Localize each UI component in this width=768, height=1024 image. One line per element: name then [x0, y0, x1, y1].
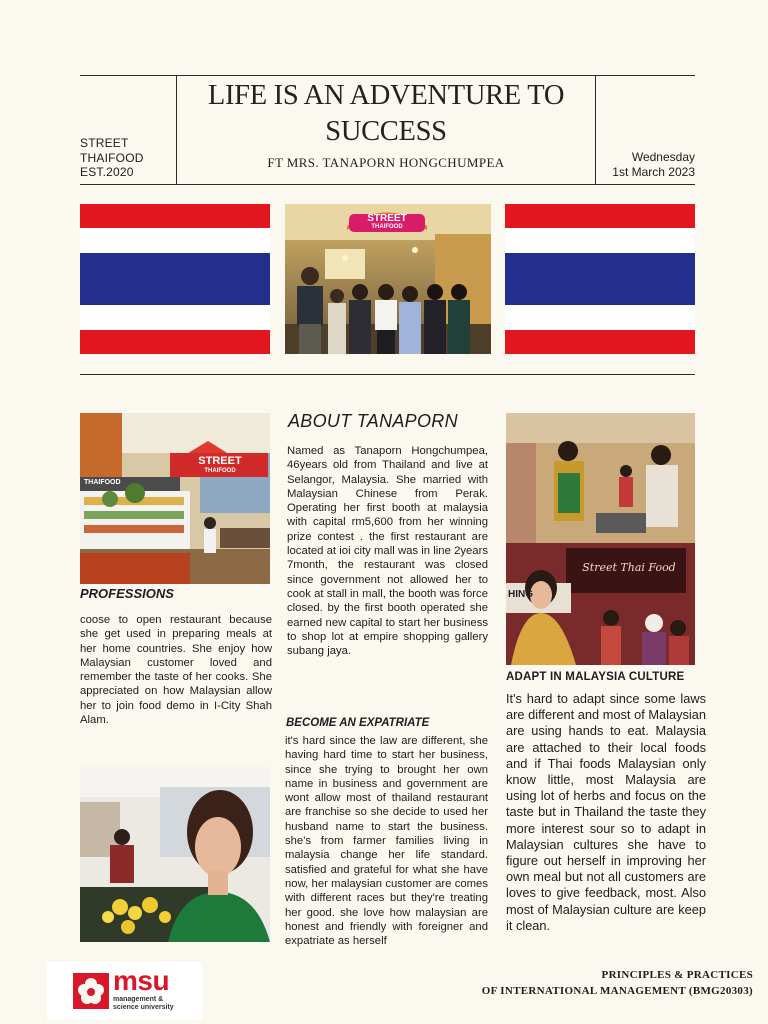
logo-wordmark: msu	[113, 965, 170, 996]
group-photo	[285, 204, 491, 354]
shop-sign-main: STREET	[198, 455, 242, 467]
logo-subline-1: management &	[113, 996, 164, 1003]
logo-subline-2: science university	[113, 1004, 174, 1011]
collage-sign: Street Thai Food	[582, 561, 676, 574]
expatriate-heading: BECOME AN EXPATRIATE	[286, 717, 430, 729]
page-subtitle: FT MRS. TANAPORN HONGCHUMPEA	[267, 155, 505, 170]
portrait-photo	[80, 767, 270, 942]
professions-heading: PROFESSIONS	[80, 586, 174, 601]
adapt-heading: ADAPT IN MALAYSIA CULTURE	[506, 671, 685, 683]
culture-collage-photo	[506, 413, 695, 665]
footer-line-1: PRINCIPLES & PRACTICES	[601, 969, 753, 981]
about-heading: ABOUT TANAPORN	[288, 411, 458, 431]
shop-photo	[80, 413, 270, 584]
issue-date	[598, 150, 695, 180]
brand-line: THAIFOOD	[80, 150, 144, 165]
group-photo-sign	[349, 214, 425, 231]
brand-line: EST.2020	[80, 165, 134, 179]
thai-flag-left	[80, 204, 270, 354]
shop-photo-image	[80, 413, 270, 584]
group-sign-line2: THAIFOOD	[371, 224, 403, 230]
brand-block	[80, 136, 144, 180]
expatriate-body: it's hard since the law are different, she having hard time to start her business, since she trying to brought her own name in business and government are wont allow most of thailand restaurant are franchise so she decide to used her husband name to start the business. she's from farmer families living in malaysia change her life standard. satisfied and grateful for what she have now, her malaysian customer are comes with different races but they're treating her good. she love how malaysian are honest and friendly with foreigner and expatriate as herself	[285, 735, 488, 948]
about-body: Named as Tanaporn Hongchumpea, 46years old from Thailand and live at Selangor, Malaysia. She married with Malaysian Chinese from Perak. Operating her first booth at malaysia with capital rm5,600 from her winning prize contest . the first restaurant are located at ioi city mall was in line 2years 7month, the restaurant was closed since government not allowed her to cook at stall in mall, the booth was force closed. by the first booth operated she earned new capital to start her business to shop lot at empire shopping gallery subang jaya.	[287, 445, 488, 658]
date-full: 1st March 2023	[612, 165, 695, 179]
professions-body: coose to open restaurant because she get used in preparing meals at her home countries. She enjoy how Malaysian customer loved and remember the taste of her cooks. She appreciated on how Malaysian allow her to join food demo in I-City Shah Alam.	[80, 614, 272, 727]
brand-line: STREET	[80, 136, 129, 150]
thai-flag-right	[505, 204, 695, 354]
university-logo	[47, 962, 202, 1020]
hibiscus-icon	[73, 973, 109, 1009]
collage-partial-sign: HING	[508, 589, 533, 600]
header-bottom-rule	[80, 184, 695, 185]
header-divider-right	[595, 75, 596, 184]
page-title: LIFE IS AN ADVENTURE TO SUCCESS	[207, 80, 565, 147]
adapt-body: It's hard to adapt since some laws are different and most of Malaysian are using hands to eat. Malaysia are attached to their local foods and if Thai foods Malaysian only know little, most Malaysia are using lot of herbs and focus on the taste but in Thailand the taste they more interest sour so to adapt in Malaysian cultures she have to figure out herself in improving her own meal but not all customers are loves to give feedback, most. Also most of Malaysian culture are keep it clean.	[506, 691, 706, 933]
culture-collage-image	[506, 413, 695, 665]
shop-counter-label: THAIFOOD	[84, 479, 121, 486]
shop-sign	[176, 456, 264, 475]
flags-bottom-rule	[80, 374, 695, 375]
footer-line-2: OF INTERNATIONAL MANAGEMENT (BMG20303)	[481, 985, 753, 997]
portrait-photo-image	[80, 767, 270, 942]
group-sign-line1: STREET	[367, 213, 407, 224]
shop-sign-sub: THAIFOOD	[204, 468, 236, 474]
course-footer	[482, 967, 753, 999]
date-day: Wednesday	[631, 150, 695, 164]
header-top-rule	[80, 75, 695, 76]
